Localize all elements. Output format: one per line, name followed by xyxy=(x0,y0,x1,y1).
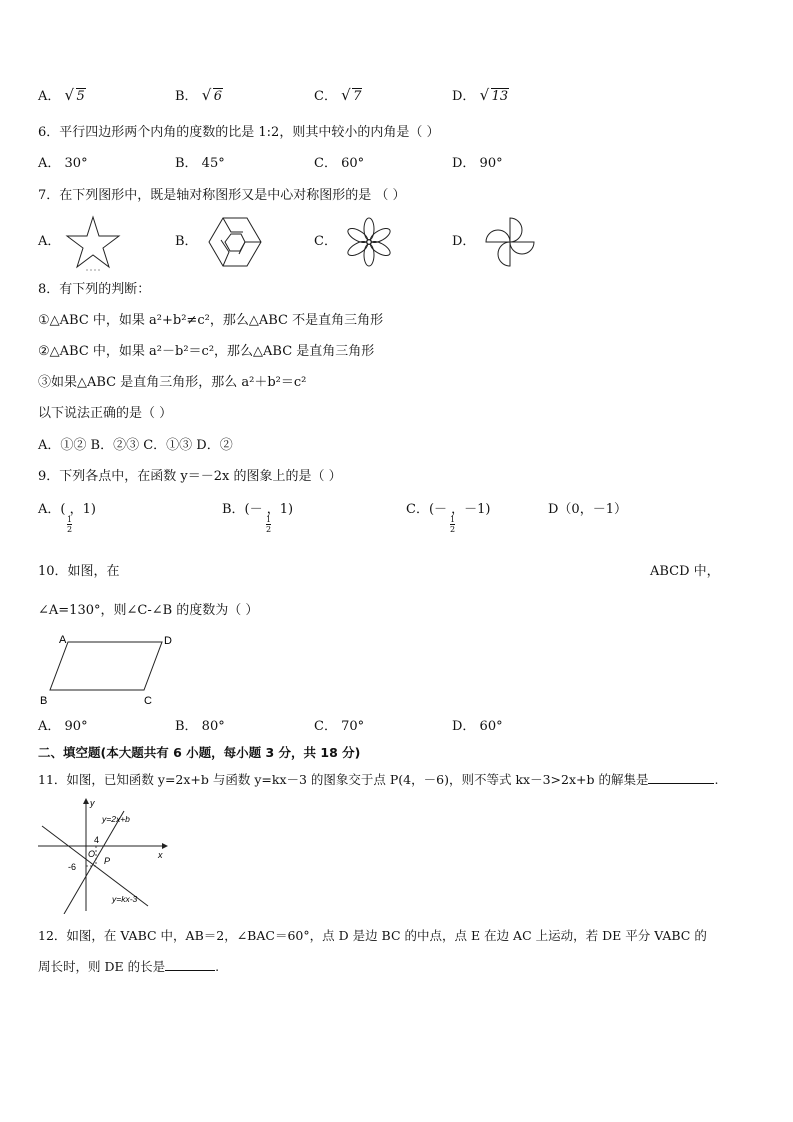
q9-fraction-c: 1 2 xyxy=(450,515,456,534)
line1-label: y=2x+b xyxy=(102,814,130,824)
sqrt-7: √ 7 xyxy=(341,86,362,104)
q9-option-c: C．(－ ，－1) xyxy=(406,502,491,517)
q8-options: A．①② B．②③ C．①③ D．② xyxy=(38,438,233,453)
q10-stem-right: ABCD 中， xyxy=(650,564,720,579)
q7-option-c-label: C． xyxy=(314,234,337,249)
parallelogram-figure xyxy=(38,630,178,710)
q8-statement-3: ③如果△ABC 是直角三角形，那么 a²＋b²＝c² xyxy=(38,375,307,390)
q10-stem-2: ∠A=130°，则∠C-∠B 的度数为（ ） xyxy=(38,603,259,618)
q10-option-b: B． 80° xyxy=(175,719,225,734)
q9-fraction-a: 1 2 xyxy=(67,515,73,534)
origin-label: O xyxy=(88,849,96,859)
q11-stem: 11．如图，已知函数 y=2x+b 与函数 y=kx－3 的图象交于点 P(4，－6)，则不等式 kx－3>2x+b 的解集是 . xyxy=(38,772,719,787)
tick-4-label: 4 xyxy=(94,835,100,845)
q11-graph xyxy=(36,796,176,914)
recycle-figure xyxy=(207,216,263,268)
q12-stem: 12．如图，在 VABC 中，AB＝2，∠BAC＝60°，点 D 是边 BC 的中点，点 E 在边 AC 上运动，若 DE 平分 VABC 的 xyxy=(38,928,707,943)
q12-stem-2: 周长时，则 DE 的长是 . xyxy=(38,959,220,974)
sqrt-5: √ 5 xyxy=(64,86,85,104)
q9-option-d: D（0，－1） xyxy=(548,502,627,517)
q9-stem: 9．下列各点中，在函数 y＝－2x 的图象上的是（ ） xyxy=(38,469,342,484)
q7-stem: 7．在下列图形中，既是轴对称图形又是中心对称图形的是 （ ） xyxy=(38,188,406,203)
sqrt-13: √ 13 xyxy=(479,86,509,104)
sqrt-6: √ 6 xyxy=(201,86,222,104)
q7-option-a-label: A． xyxy=(38,234,61,249)
y-axis-label: y xyxy=(90,798,95,808)
label-c: C xyxy=(144,695,152,707)
q5-option-a: A． √ 5 xyxy=(38,86,85,104)
q7-option-b-label: B． xyxy=(175,234,198,249)
star-figure xyxy=(64,214,122,272)
label-d: D xyxy=(164,635,172,647)
line2-label: y=kx-3 xyxy=(112,894,138,904)
q10-option-d: D． 60° xyxy=(452,719,503,734)
x-axis-label: x xyxy=(158,850,163,860)
q6-option-d: D． 90° xyxy=(452,156,503,171)
point-p-label: P xyxy=(104,856,111,866)
q8-statement-2: ②△ABC 中，如果 a²－b²＝c²，那么△ABC 是直角三角形 xyxy=(38,344,375,359)
q9-fraction-b: 1 2 xyxy=(266,515,272,534)
pinwheel-figure xyxy=(482,214,538,270)
q8-stem: 8．有下列的判断： xyxy=(38,282,151,297)
q9-option-a: A．( ，1) xyxy=(38,502,96,517)
q6-option-b: B． 45° xyxy=(175,156,225,171)
label-a: A xyxy=(59,634,67,646)
q10-option-c: C． 70° xyxy=(314,719,365,734)
q8-question: 以下说法正确的是（ ） xyxy=(38,406,173,421)
q5-option-d: D． √ 13 xyxy=(452,86,509,104)
q6-stem: 6．平行四边形两个内角的度数的比是 1:2，则其中较小的内角是（ ） xyxy=(38,125,440,140)
q8-statement-1: ①△ABC 中，如果 a²+b²≠c²，那么△ABC 不是直角三角形 xyxy=(38,313,384,328)
q5-option-c: C． √ 7 xyxy=(314,86,362,104)
q10-stem-left: 10．如图，在 xyxy=(38,564,120,579)
q10-option-a: A． 90° xyxy=(38,719,88,734)
q6-option-c: C． 60° xyxy=(314,156,365,171)
q9-option-b: B．(－ ，1) xyxy=(222,502,294,517)
q6-option-a: A． 30° xyxy=(38,156,88,171)
tick-neg6-label: -6 xyxy=(68,862,77,872)
flower-figure xyxy=(344,216,394,268)
section-heading: 二、填空题(本大题共有 6 小题，每小题 3 分，共 18 分) xyxy=(38,745,361,760)
q7-option-d-label: D． xyxy=(452,234,476,249)
label-b: B xyxy=(40,695,48,707)
q5-option-b: B． √ 6 xyxy=(175,86,222,104)
